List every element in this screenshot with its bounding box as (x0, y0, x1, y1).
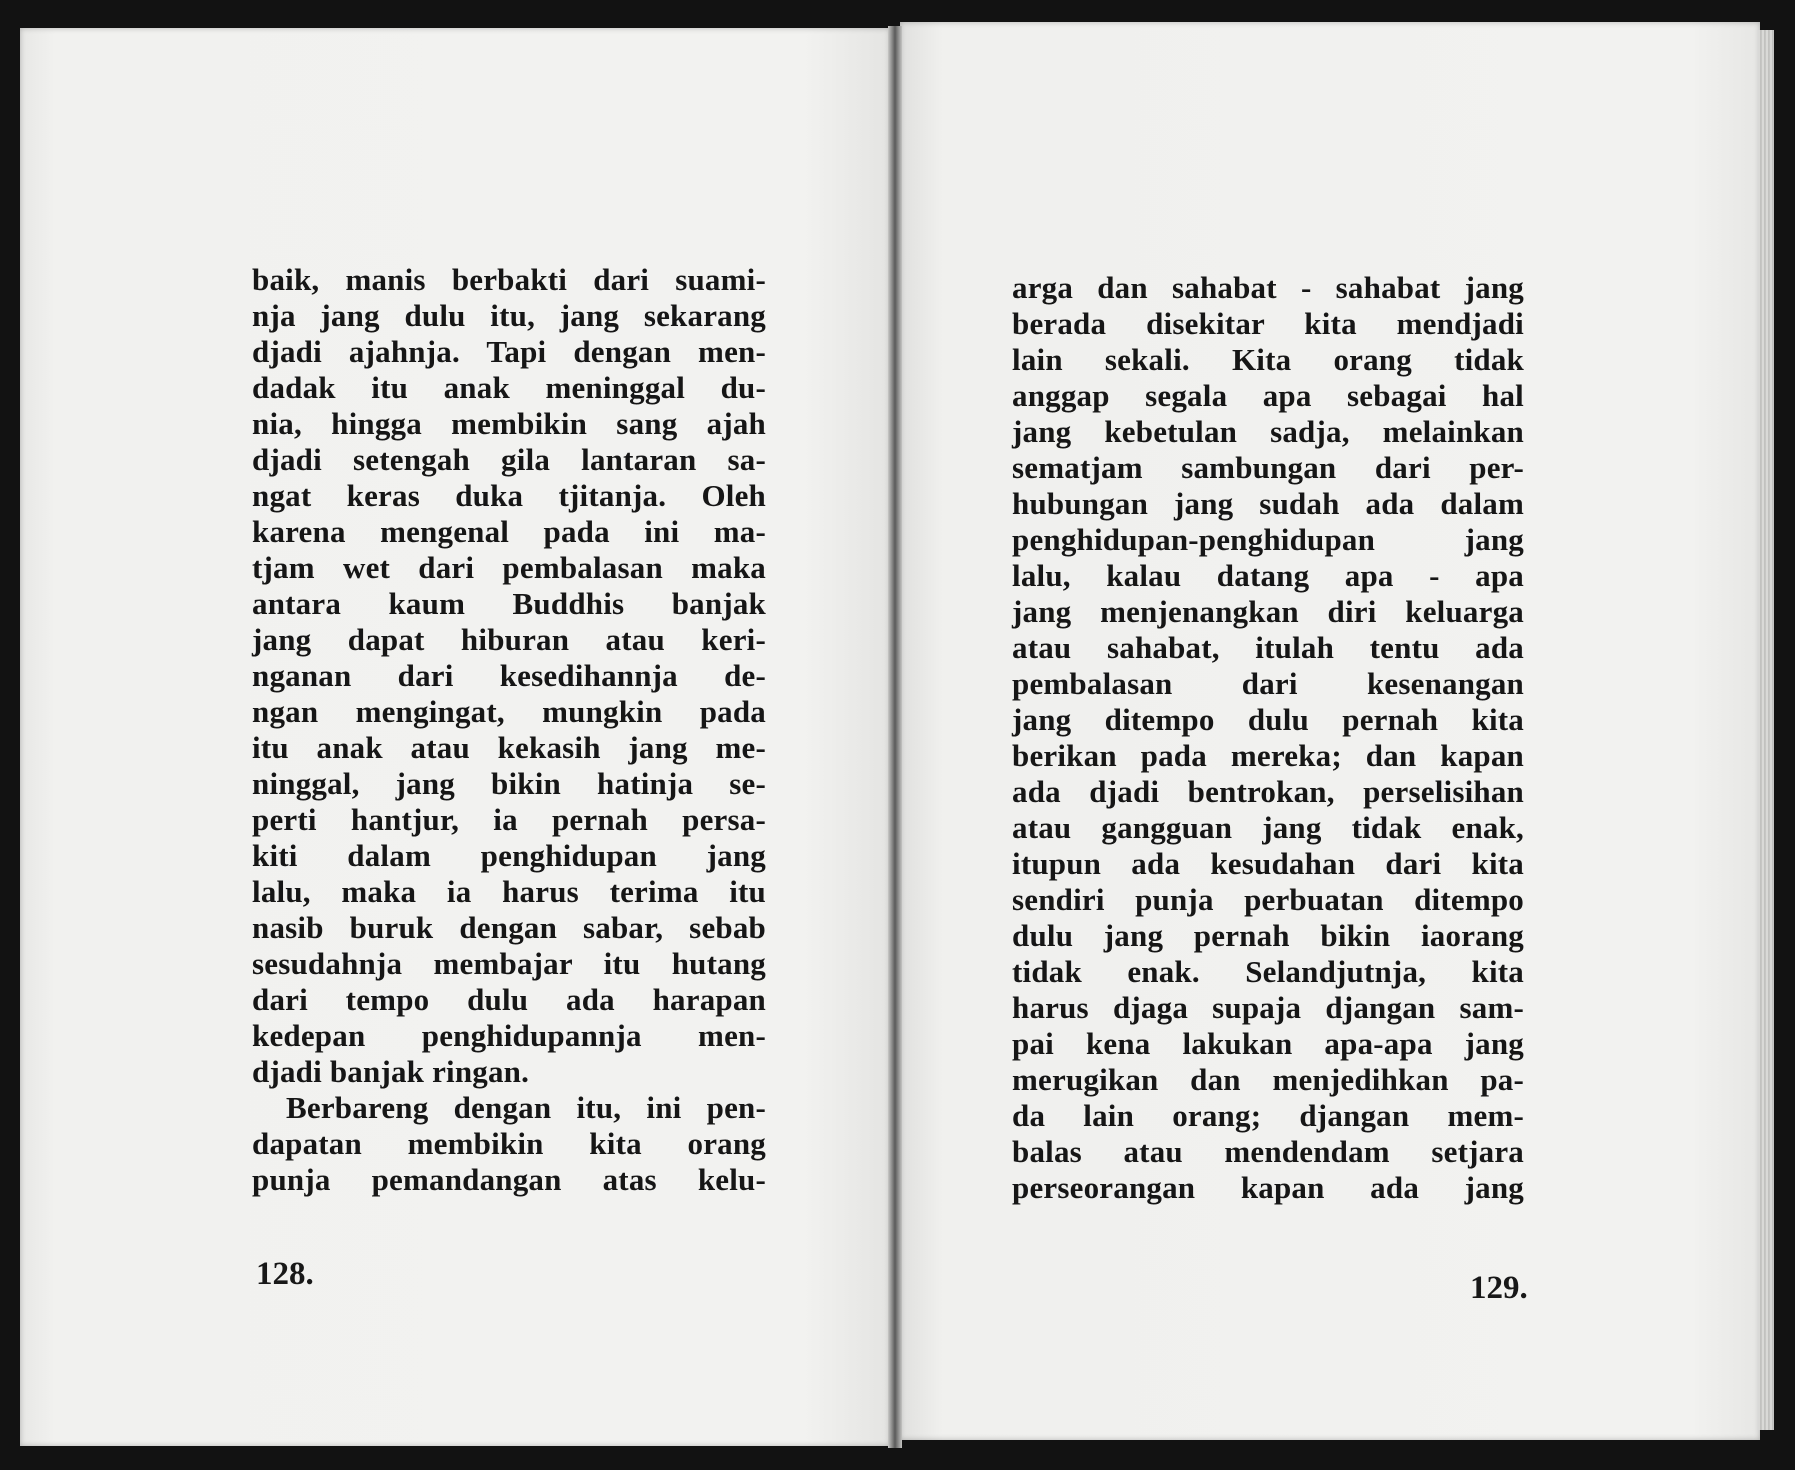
text-line: jang menjenangkan diri keluarga (1012, 594, 1524, 629)
text-line: dadak itu anak meninggal du- (252, 370, 766, 405)
text-line: hubungan jang sudah ada dalam (1012, 486, 1524, 521)
text-line: nasib buruk dengan sabar, sebab (252, 910, 766, 945)
text-line: baik, manis berbakti dari suami- (252, 262, 766, 297)
text-line: kedepan penghidupannja men- (252, 1018, 766, 1053)
text-line: djadi ajahnja. Tapi dengan men- (252, 334, 766, 369)
right-page-text (1012, 270, 1524, 1206)
text-line: pembalasan dari kesenangan (1012, 666, 1524, 701)
text-line: dari tempo dulu ada harapan (252, 982, 766, 1017)
text-line: nia, hingga membikin sang ajah (252, 406, 766, 441)
text-line: itupun ada kesudahan dari kita (1012, 846, 1524, 881)
text-line: anggap segala apa sebagai hal (1012, 378, 1524, 413)
text-line: ada djadi bentrokan, perselisihan (1012, 774, 1524, 809)
text-line: kiti dalam penghidupan jang (252, 838, 766, 873)
text-line: antara kaum Buddhis banjak (252, 586, 766, 621)
text-line: jang kebetulan sadja, melainkan (1012, 414, 1524, 449)
text-line: sematjam sambungan dari per- (1012, 450, 1524, 485)
text-line: itu anak atau kekasih jang me- (252, 730, 766, 765)
text-line: berada disekitar kita mendjadi (1012, 306, 1524, 341)
text-line: balas atau mendendam setjara (1012, 1134, 1524, 1169)
text-line: nganan dari kesedihannja de- (252, 658, 766, 693)
text-line: Berbareng dengan itu, ini pen- (286, 1090, 766, 1125)
text-line: ninggal, jang bikin hatinja se- (252, 766, 766, 801)
page-edges (1758, 30, 1774, 1430)
text-line: atau sahabat, itulah tentu ada (1012, 630, 1524, 665)
text-line: tidak enak. Selandjutnja, kita (1012, 954, 1524, 989)
text-line: djadi setengah gila lantaran sa- (252, 442, 766, 477)
text-line: sesudahnja membajar itu hutang (252, 946, 766, 981)
text-line: lalu, maka ia harus terima itu (252, 874, 766, 909)
text-line: perseorangan kapan ada jang (1012, 1170, 1524, 1205)
text-line: pai kena lakukan apa-apa jang (1012, 1026, 1524, 1061)
text-line: lalu, kalau datang apa - apa (1012, 558, 1524, 593)
text-line: djadi banjak ringan. (252, 1054, 530, 1089)
text-line: dulu jang pernah bikin iaorang (1012, 918, 1524, 953)
text-line: arga dan sahabat - sahabat jang (1012, 270, 1524, 305)
left-page-text (252, 262, 766, 1198)
text-line: dapatan membikin kita orang (252, 1126, 766, 1161)
text-line: atau gangguan jang tidak enak, (1012, 810, 1524, 845)
text-line: jang ditempo dulu pernah kita (1012, 702, 1524, 737)
text-line: harus djaga supaja djangan sam- (1012, 990, 1524, 1025)
text-line: perti hantjur, ia pernah persa- (252, 802, 766, 837)
text-line: merugikan dan menjedihkan pa- (1012, 1062, 1524, 1097)
text-line: ngan mengingat, mungkin pada (252, 694, 766, 729)
page-number-left: 128. (256, 1256, 314, 1292)
text-line: karena mengenal pada ini ma- (252, 514, 766, 549)
text-line: punja pemandangan atas kelu- (252, 1162, 766, 1197)
text-line: sendiri punja perbuatan ditempo (1012, 882, 1524, 917)
text-line: ngat keras duka tjitanja. Oleh (252, 478, 766, 513)
text-line: da lain orang; djangan mem- (1012, 1098, 1524, 1133)
text-line: nja jang dulu itu, jang sekarang (252, 298, 766, 333)
text-line: jang dapat hiburan atau keri- (252, 622, 766, 657)
book-gutter (888, 26, 902, 1448)
text-line: lain sekali. Kita orang tidak (1012, 342, 1524, 377)
text-line: penghidupan-penghidupan jang (1012, 522, 1524, 557)
text-line: berikan pada mereka; dan kapan (1012, 738, 1524, 773)
text-line: tjam wet dari pembalasan maka (252, 550, 766, 585)
page-number-right: 129. (1470, 1270, 1528, 1306)
